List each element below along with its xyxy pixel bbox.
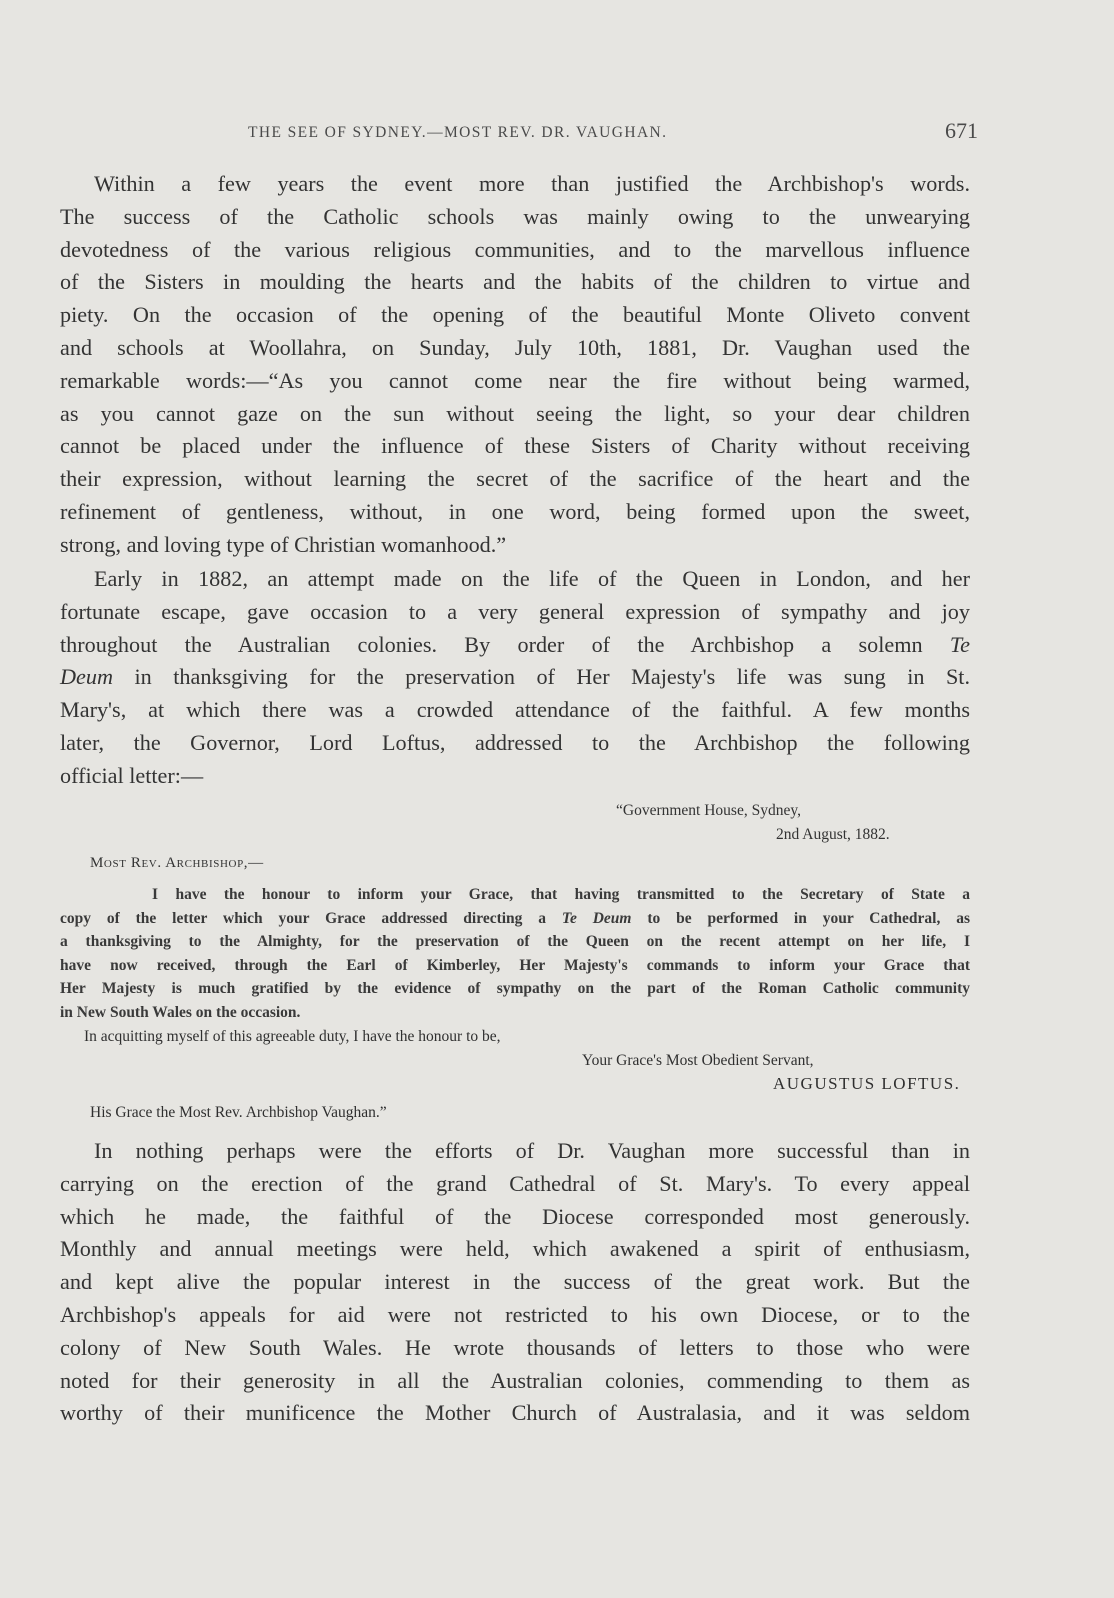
letter-line: I have the honour to inform your Grace, that having transmitted to the Secretary of State a [152, 886, 970, 903]
text-run: in thanksgiving for the preservation of Her Majesty's life was sung in St. [113, 664, 970, 690]
text-line: The success of the Catholic schools was mainly owing to the unwearying [60, 203, 970, 229]
text-line: strong, and loving type of Christian womanhood.” [60, 531, 507, 557]
text-line: In nothing perhaps were the efforts of Dr. Vaughan more successful than in [94, 1138, 970, 1163]
letter-closing: In acquitting myself of this agreeable duty, I have the honour to be, [84, 1028, 501, 1045]
page-number: 671 [945, 118, 978, 143]
text-line: Archbishop's appeals for aid were not restricted to his own Diocese, or to the [60, 1301, 970, 1327]
text-line: piety. On the occasion of the opening of the beautiful Monte Oliveto convent [60, 302, 970, 328]
text-line [60, 661, 970, 694]
page-header [248, 118, 978, 148]
text-line: carrying on the erection of the grand Cathedral of St. Mary's. To every appeal [60, 1170, 970, 1196]
text-line: which he made, the faithful of the Diocese corresponded most generously. [60, 1203, 970, 1229]
text-run: copy of the letter which your Grace addressed directing a [60, 909, 562, 927]
letter-line: a thanksgiving to the Almighty, for the preservation of the Queen on the recent attempt on her life, I [60, 933, 970, 951]
italic-term: Deum [60, 664, 113, 690]
italic-term: Te [949, 631, 970, 657]
text-line: as you cannot gaze on the sun without seeing the light, so your dear children [60, 400, 970, 426]
text-line: refinement of gentleness, without, in one word, being formed upon the sweet, [60, 498, 970, 524]
text-line: colony of New South Wales. He wrote thousands of letters to those who were [60, 1334, 970, 1360]
letter-line [60, 907, 970, 931]
text-line: and kept alive the popular interest in the success of the great work. But the [60, 1269, 970, 1295]
text-line: and schools at Woollahra, on Sunday, July 10th, 1881, Dr. Vaughan used the [60, 334, 970, 360]
text-run: throughout the Australian colonies. By order of the Archbishop a solemn [60, 631, 950, 657]
text-line [60, 629, 970, 662]
text-line: devotedness of the various religious communities, and to the marvellous influence [60, 236, 970, 262]
letter-body [60, 883, 970, 1025]
text-line: later, the Governor, Lord Loftus, addressed to the Archbishop the following [60, 729, 970, 755]
letter-line: in New South Wales on the occasion. [60, 1003, 301, 1021]
letter-signoff: Your Grace's Most Obedient Servant, [582, 1052, 814, 1069]
letter-signature: AUGUSTUS LOFTUS. [773, 1074, 961, 1093]
letter-salutation: Most Rev. Archbishop,— [90, 855, 264, 871]
text-line: Mary's, at which there was a crowded attendance of the faithful. A few months [60, 697, 970, 723]
address-date: 2nd August, 1882. [776, 826, 890, 843]
paragraph-2 [60, 563, 970, 793]
text-line: Monthly and annual meetings were held, which awakened a spirit of enthusiasm, [60, 1236, 970, 1262]
text-line: remarkable words:—“As you cannot come near the fire without being warmed, [60, 367, 970, 393]
text-line: official letter:— [60, 762, 204, 788]
text-line: worthy of their munificence the Mother Church of Australasia, and it was seldom [60, 1400, 970, 1426]
paragraph-1 [60, 168, 970, 562]
text-line: Within a few years the event more than justified the Archbishop's words. [94, 171, 970, 196]
letter-addressee: His Grace the Most Rev. Archbishop Vaughan.” [90, 1104, 387, 1121]
text-line: Early in 1882, an attempt made on the life of the Queen in London, and her [94, 566, 970, 591]
letter-line: Her Majesty is much gratified by the evidence of sympathy on the part of the Roman Catholic community [60, 980, 970, 998]
text-line: cannot be placed under the influence of these Sisters of Charity without receiving [60, 433, 970, 459]
text-line: fortunate escape, gave occasion to a very general expression of sympathy and joy [60, 598, 970, 624]
running-title: THE SEE OF SYDNEY.—MOST REV. DR. VAUGHAN. [248, 124, 668, 141]
text-line: noted for their generosity in all the Australian colonies, commending to them as [60, 1367, 970, 1393]
letter-line: have now received, through the Earl of Kimberley, Her Majesty's commands to inform your Grace that [60, 956, 970, 974]
paragraph-3 [60, 1135, 970, 1430]
text-run: to be performed in your Cathedral, as [631, 909, 970, 927]
address-line: “Government House, Sydney, [616, 802, 801, 819]
text-line: their expression, without learning the secret of the sacrifice of the heart and the [60, 466, 970, 492]
text-line: of the Sisters in moulding the hearts and the habits of the children to virtue and [60, 269, 970, 295]
italic-term: Te Deum [561, 909, 632, 927]
